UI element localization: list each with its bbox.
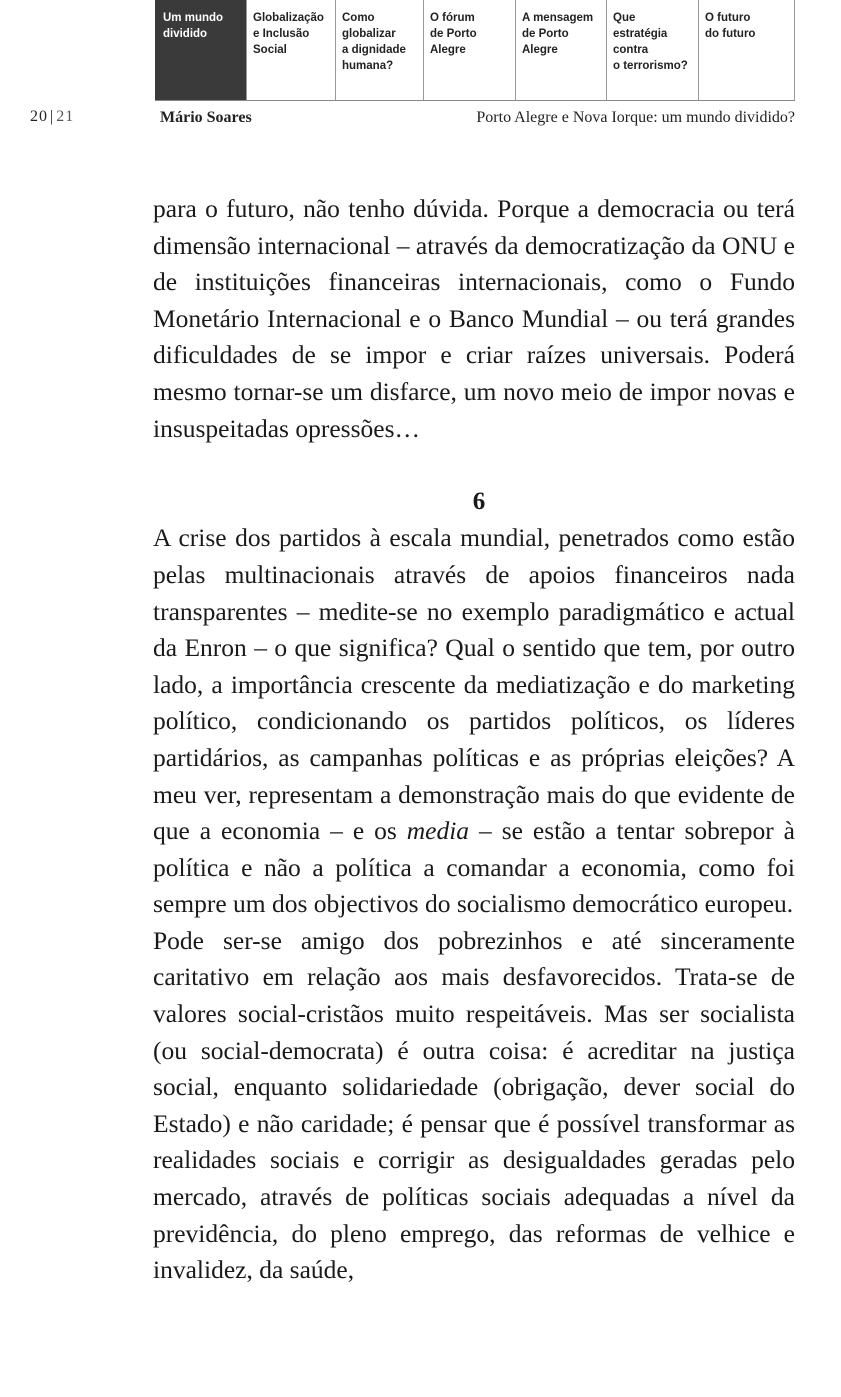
page-numbers: [30, 108, 74, 126]
nav-item-label: O futuro do futuro: [705, 12, 756, 40]
nav-item-label: Que estratégia contra o terrorismo?: [613, 12, 688, 72]
section-number: 6: [472, 487, 486, 515]
nav-item-label: Como globalizar a dignidade humana?: [342, 12, 406, 72]
body-text: [153, 191, 795, 1289]
paragraph-text: A crise dos partidos à escala mundial, penetrados como estão pelas multinacionais através de apoios financeiros nada transparentes – medite-se no exemplo paradigmático e actual da Enron – o que significa? Qual o sentido que tem, por outro lado, a importância crescente da mediatização e do marketing político, condicionando os partidos políticos, os líderes partidários, as campanhas políticas e as próprias eleições? A meu ver, representam a demonstração mais do que evidente de que a economia – e os: [153, 523, 795, 846]
emphasis-media: media: [406, 816, 470, 846]
paragraph-spacer: [153, 447, 795, 484]
paragraph: Pode ser-se amigo dos pobrezinhos e até sinceramente caritativo em relação aos mais desfavorecidos. Trata-se de valores social-cristãos muito respeitáveis. Mas ser socialista (ou social-democrata) é outra coisa: é acreditar na justiça social, enquanto solidariedade (obrigação, dever social do Estado) e não caridade; é pensar que é possível transformar as realidades sociais e corrigir as desigualdades geradas pelo mercado, através de políticas sociais adequadas a nível da previdência, do pleno emprego, das reformas de velhice e invalidez, da saúde,: [153, 925, 795, 1285]
running-header: [0, 104, 841, 134]
chapter-title: Porto Alegre e Nova Iorque: um mundo dividido?: [476, 109, 795, 126]
nav-item-label: O fórum de Porto Alegre: [430, 12, 477, 56]
paragraph-text: – se estão a tentar sobrepor à política e não a política a comandar a economia, como foi sempre um dos objectivos do socialismo democrático europeu.: [153, 816, 795, 919]
nav-item-label: Um mundo dividido: [163, 12, 224, 40]
nav-item-label: A mensagem de Porto Alegre: [522, 12, 594, 56]
nav-item-como-globalizar[interactable]: [336, 0, 424, 100]
paragraph: [153, 520, 795, 923]
page-number-left: 20: [30, 108, 48, 125]
nav-item-label: Globalização e Inclusão Social: [253, 12, 324, 56]
author-name: Mário Soares: [160, 109, 252, 126]
nav-item-futuro-do-futuro[interactable]: [699, 0, 795, 100]
nav-item-mensagem-porto-alegre[interactable]: [516, 0, 607, 100]
nav-item-globalizacao[interactable]: [247, 0, 336, 100]
page-number-separator: |: [50, 108, 55, 125]
paragraph: para o futuro, não tenho dúvida. Porque a democracia ou terá dimensão internacional – através da democratização da ONU e de instituições financeiras internacionais, como o Fundo Monetário Internacional e o Banco Mundial – ou terá grandes dificuldades de se impor e criar raízes universais. Poderá mesmo tornar-se um disfarce, um novo meio de impor novas e insuspeitadas opressões…: [153, 194, 795, 443]
chapter-navigation: [155, 0, 795, 101]
page-number-right: 21: [56, 108, 75, 125]
nav-item-estrategia-terrorismo[interactable]: [607, 0, 699, 100]
nav-item-um-mundo-dividido[interactable]: [155, 0, 247, 100]
nav-item-forum-porto-alegre[interactable]: [424, 0, 516, 100]
